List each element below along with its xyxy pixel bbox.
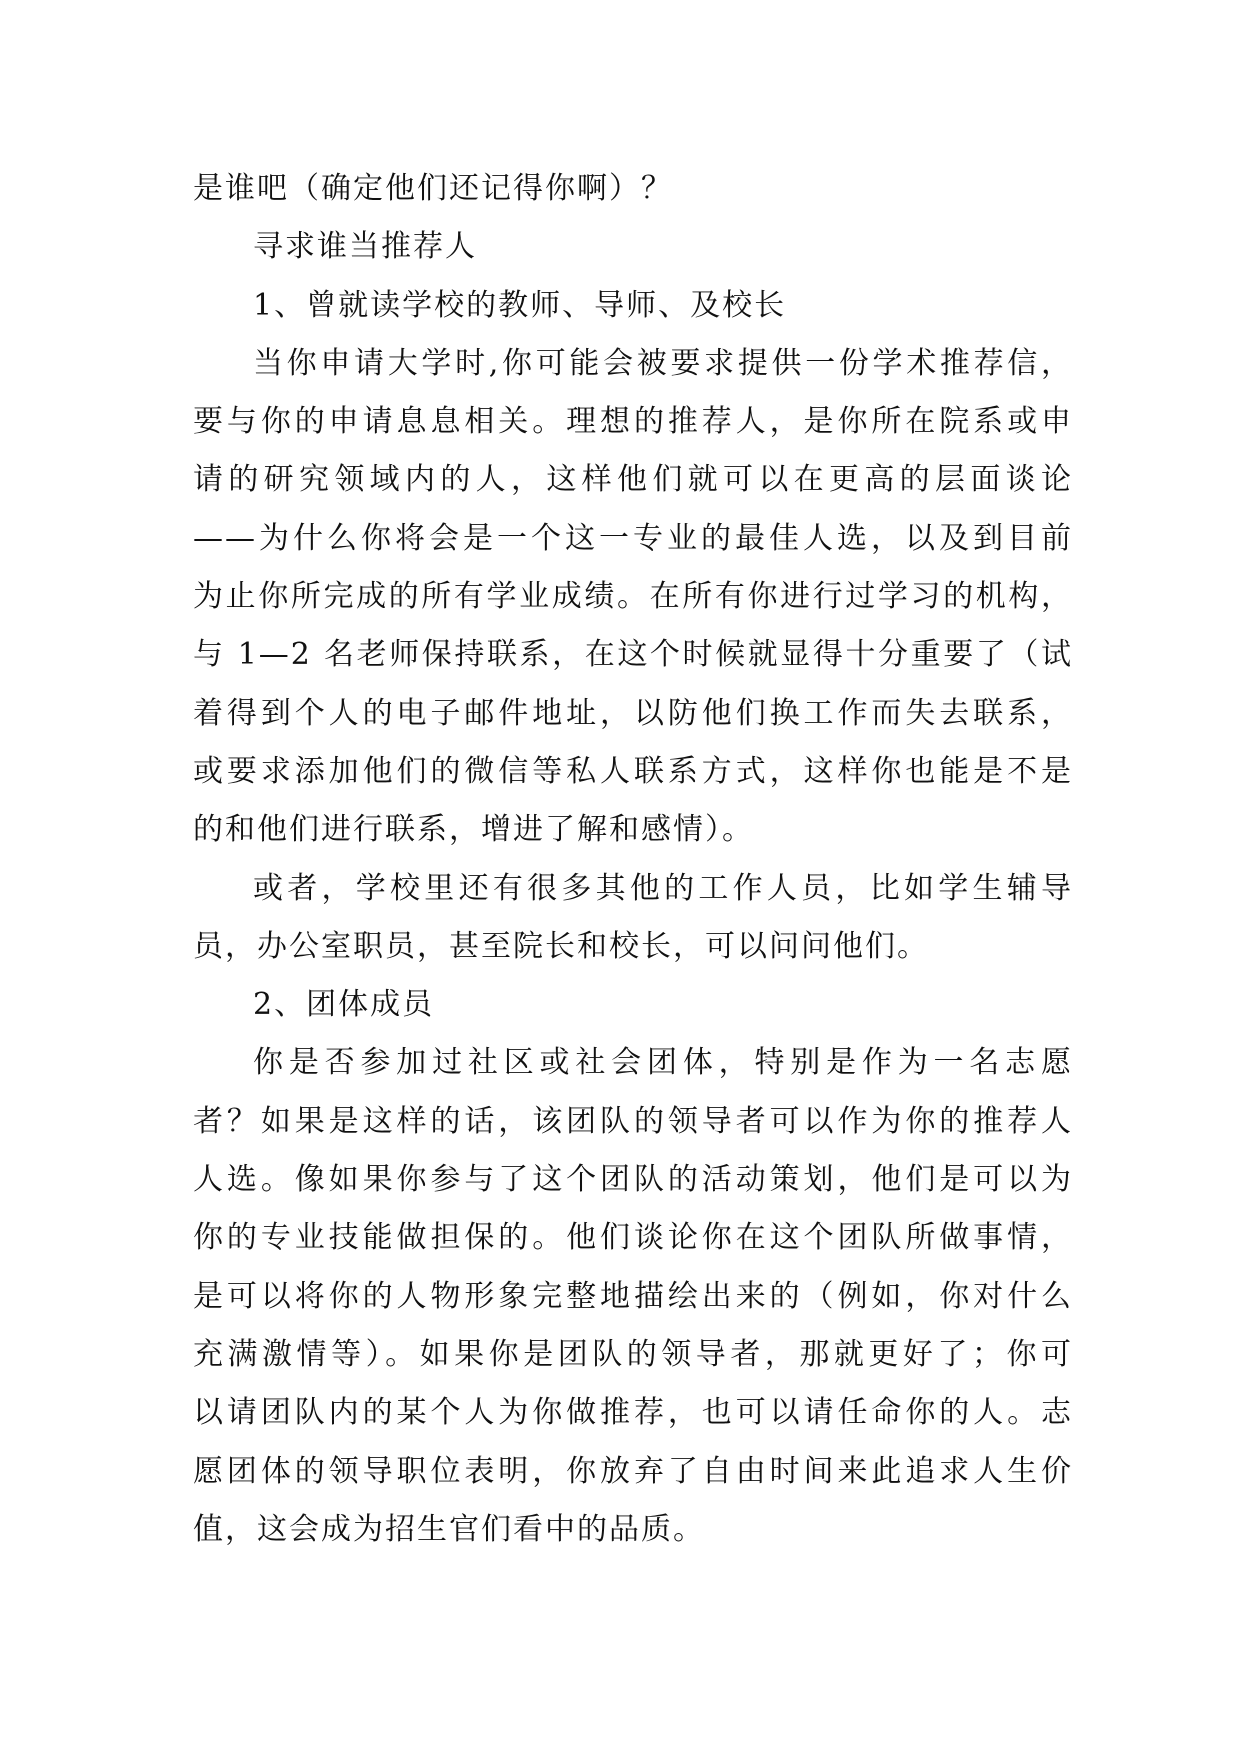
text-line: 员，办公室职员，甚至院长和校长，可以问问他们。 (193, 928, 929, 964)
text-line: 着得到个人的电子邮件地址，以防他们换工作而失去联系， (193, 695, 1073, 731)
text-line: 你是否参加过社区或社会团体，特别是作为一名志愿 (253, 1045, 1073, 1081)
text-line: 要与你的申请息息相关。理想的推荐人，是你所在院系或申 (193, 404, 1073, 440)
text-line: 以请团队内的某个人为你做推荐，也可以请任命你的人。志 (193, 1395, 1073, 1431)
text-line: 1、曾就读学校的教师、导师、及校长 (253, 287, 787, 323)
text-line: 当你申请大学时,你可能会被要求提供一份学术推荐信， (253, 345, 1073, 381)
text-line: 或要求添加他们的微信等私人联系方式，这样你也能是不是 (193, 753, 1073, 789)
text-line: 的和他们进行联系，增进了解和感情）。 (193, 812, 754, 848)
text-line: ——为什么你将会是一个这一专业的最佳人选，以及到目前 (193, 520, 1073, 556)
text-line: 为止你所完成的所有学业成绩。在所有你进行过学习的机构， (193, 579, 1073, 615)
text-line: 值，这会成为招生官们看中的品质。 (193, 1511, 705, 1547)
text-line: 是可以将你的人物形象完整地描绘出来的（例如，你对什么 (193, 1278, 1073, 1314)
text-line: 或者，学校里还有很多其他的工作人员，比如学生辅导 (253, 870, 1073, 906)
text-line: 你的专业技能做担保的。他们谈论你在这个团队所做事情， (193, 1220, 1073, 1256)
text-line: 愿团体的领导职位表明，你放弃了自由时间来此追求人生价 (193, 1453, 1073, 1489)
text-line: 是谁吧（确定他们还记得你啊）？ (193, 171, 673, 206)
text-line: 请的研究领域内的人，这样他们就可以在更高的层面谈论 (193, 462, 1073, 498)
text-line: 人选。像如果你参与了这个团队的活动策划，他们是可以为 (193, 1162, 1073, 1198)
text-line: 寻求谁当推荐人 (253, 229, 477, 265)
text-line: 者？如果是这样的话，该团队的领导者可以作为你的推荐人 (193, 1103, 1073, 1139)
text-line: 与 1—2 名老师保持联系，在这个时候就显得十分重要了（试 (193, 637, 1073, 673)
document-page (193, 160, 1073, 1559)
text-line: 充满激情等）。如果你是团队的领导者，那就更好了；你可 (193, 1336, 1073, 1372)
text-line: 2、团体成员 (253, 987, 435, 1023)
